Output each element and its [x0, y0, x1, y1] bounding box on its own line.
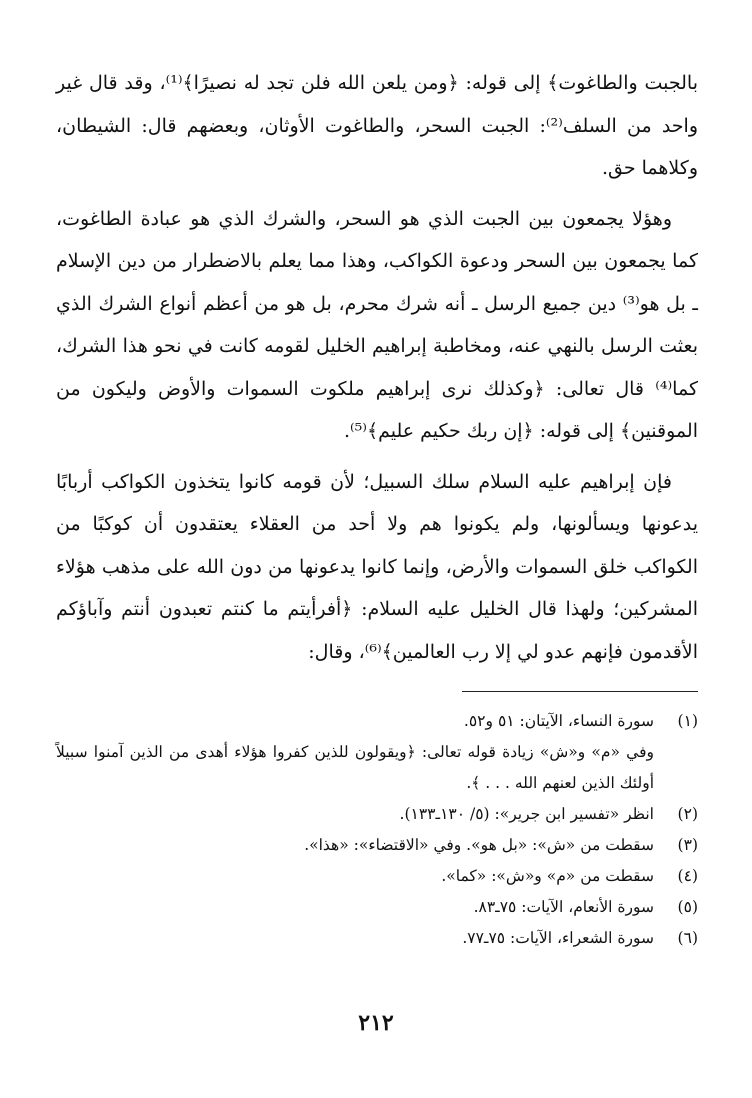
footnote-3 [56, 830, 698, 861]
footnote-number: (٤) [677, 867, 698, 885]
footnote-text: سقطت من «ش»: «بل هو». وفي «الاقتضاء»: «هذا». [304, 836, 654, 854]
footnote-2 [56, 799, 698, 830]
paragraph-1: بالجبت والطاغوت﴾ إلى قوله: ﴿ومن يلعن الله فلن تجد له نصيرًا﴾⁽¹⁾، وقد قال غير واحد من السلف⁽²⁾: الجبت السحر، والطاغوت الأوثان، وبعضهم قال: الشيطان، وكلاهما حق. [56, 72, 698, 179]
footnote-number: (٣) [677, 836, 698, 854]
footnote-1 [56, 706, 698, 737]
footnote-number: (٢) [677, 805, 698, 823]
footnote-text: سورة النساء، الآيتان: ٥١ و٥٢. [463, 712, 654, 730]
footnote-number: (٥) [677, 898, 698, 916]
footnote-text: انظر «تفسير ابن جرير»: (٥/ ١٣٠ـ١٣٣). [399, 805, 654, 823]
footnote-5 [56, 892, 698, 923]
footnotes [56, 706, 698, 954]
footnote-1-continuation: وفي «م» و«ش» زيادة قوله تعالى: ﴿ويقولون للذين كفروا هؤلاء أهدى من الذين آمنوا سبيلاً أولئك الذين لعنهم الله . . . ﴾. [56, 743, 654, 792]
paragraph-2: وهؤلا يجمعون بين الجبت الذي هو السحر، والشرك الذي هو عبادة الطاغوت، كما يجمعون بين السحر ودعوة الكواكب، وهذا مما يعلم بالاضطرار من دين الإسلام ـ بل هو⁽³⁾ دين جميع الرسل ـ أنه شرك محرم، بل هو من أعظم أنواع الشرك الذي بعثت الرسل بالنهي عنه، ومخاطبة إبراهيم الخليل لقومه كانت في نحو هذا الشرك، كما⁽⁴⁾ قال تعالى: ﴿وكذلك نرى إبراهيم ملكوت السموات والأوض وليكون من الموقنين﴾ إلى قوله: ﴿إن ربك حكيم عليم﴾⁽⁵⁾. [56, 207, 699, 442]
footnote-separator [462, 691, 698, 692]
footnote-text: سورة الأنعام، الآيات: ٧٥ـ٨٣. [473, 898, 654, 916]
footnote-6 [56, 923, 698, 954]
footnote-text: سقطت من «م» و«ش»: «كما». [441, 867, 654, 885]
footnote-number: (١) [677, 712, 698, 730]
footnote-text: سورة الشعراء، الآيات: ٧٥ـ٧٧. [462, 929, 654, 947]
footnote-4 [56, 861, 698, 892]
page-number: ٢١٢ [358, 1010, 394, 1036]
page-body [56, 62, 698, 954]
footnote-number: (٦) [677, 929, 698, 947]
paragraph-3: فإن إبراهيم عليه السلام سلك السبيل؛ لأن قومه كانوا يتخذون الكواكب أربابًا يدعونها ويسألونها، ولم يكونوا هم ولا أحد من العقلاء يعتقدون أن كوكبًا من الكواكب خلق السموات والأرض، وإنما كانوا يدعونها من دون الله على مذهب هؤلاء المشركين؛ ولهذا قال الخليل عليه السلام: ﴿أفرأيتم ما كنتم تعبدون أنتم وآباؤكم الأقدمون فإنهم عدو لي إلا رب العالمين﴾⁽⁶⁾، وقال: [56, 470, 698, 663]
